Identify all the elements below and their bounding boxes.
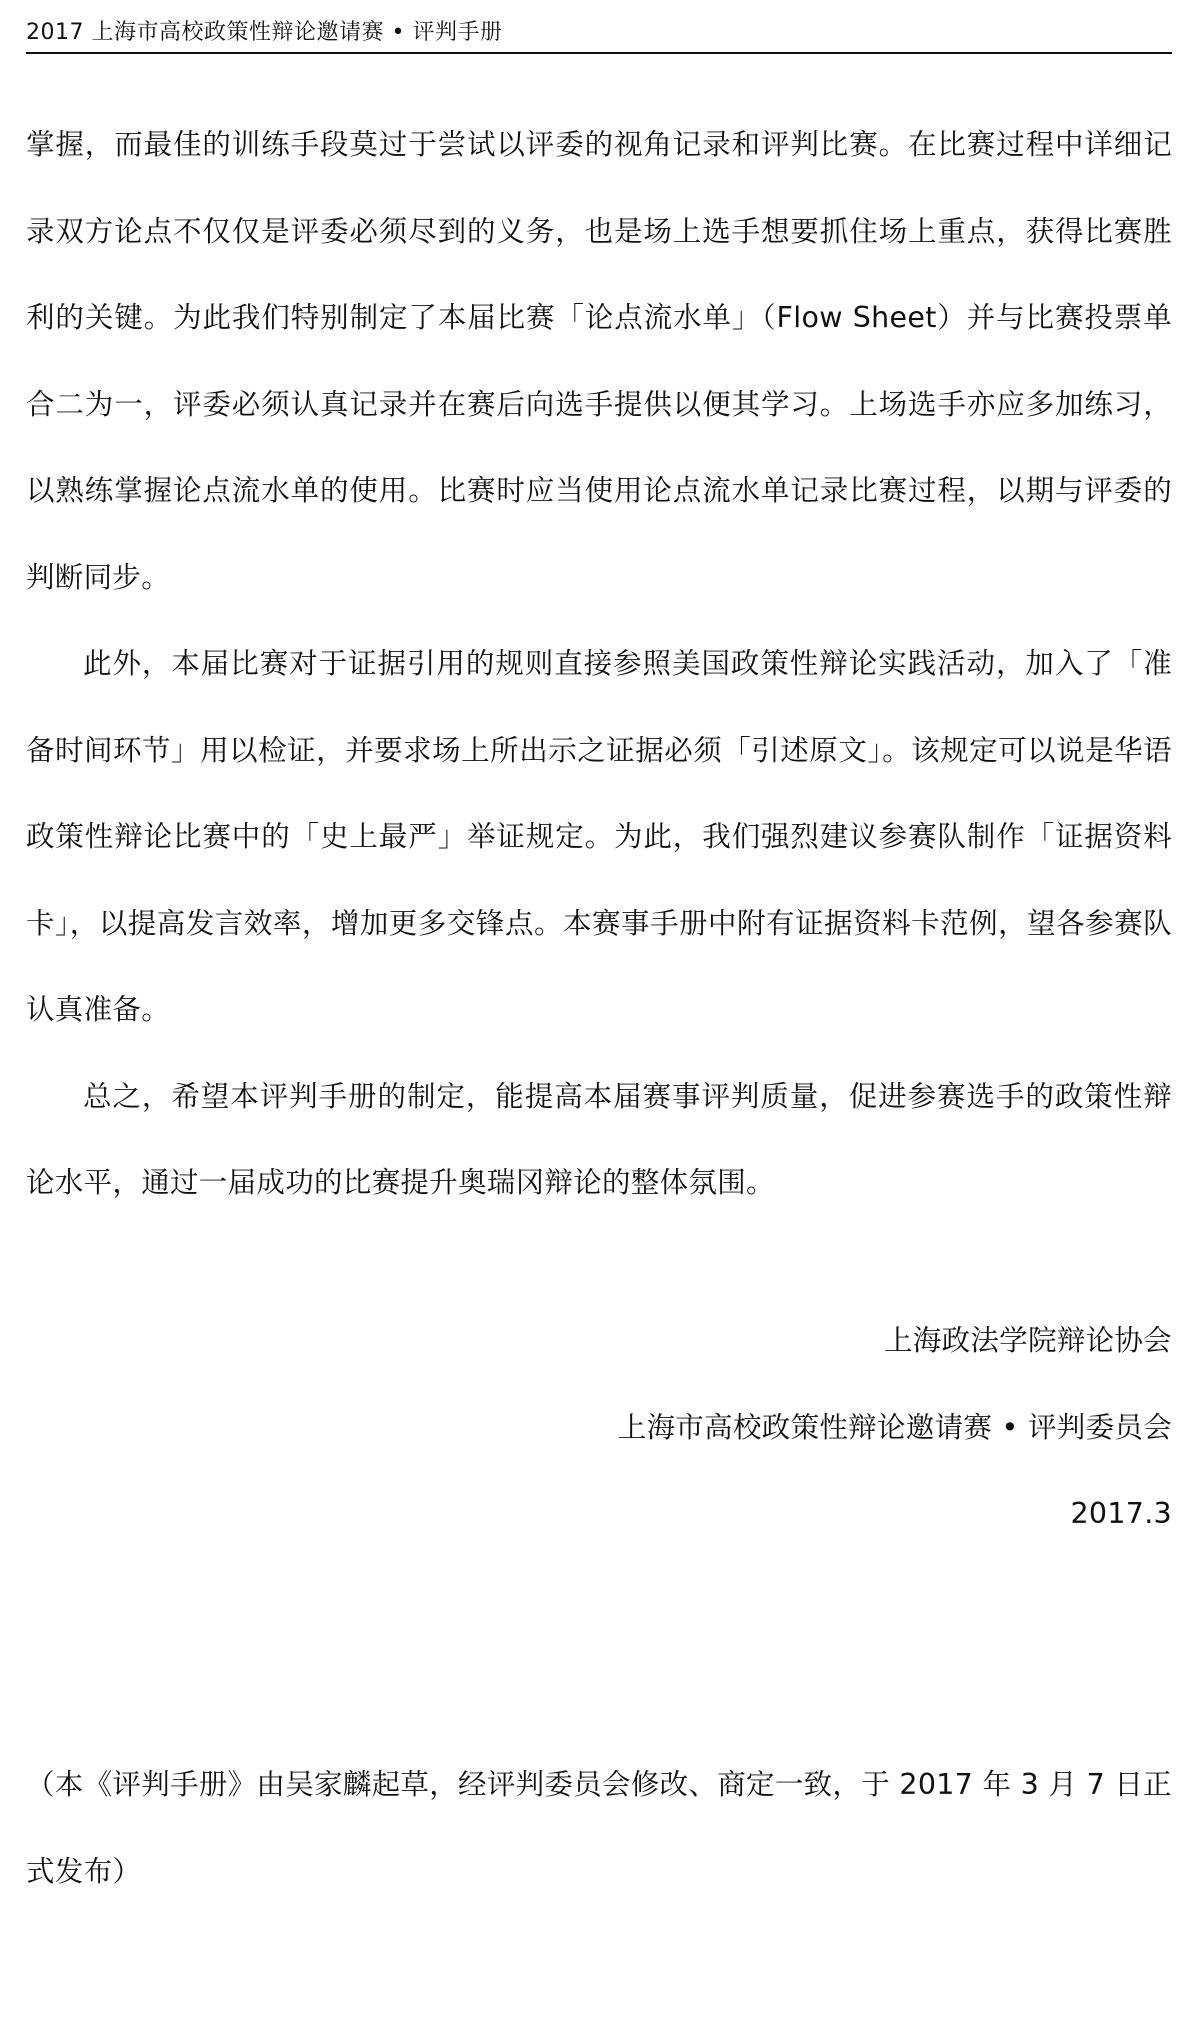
signature-org-judging-committee: 上海市高校政策性辩论邀请赛 • 评判委员会 [617,1410,1172,1444]
body-text [26,102,1172,1227]
publication-note [26,1742,1172,1915]
paragraph-3: 总之，希望本评判手册的制定，能提高本届赛事评判质量，促进参赛选手的政策性辩论水平，通过一届成功的比赛提升奥瑞冈辩论的整体氛围。 [26,1079,1172,1199]
header-title: 2017 上海市高校政策性辩论邀请赛 • 评判手册 [26,20,503,45]
signature-org-debate-association: 上海政法学院辩论协会 [883,1324,1172,1357]
signature-block [618,1298,1172,1558]
page-header [26,10,1172,54]
paragraph-2: 此外，本届比赛对于证据引用的规则直接参照美国政策性辩论实践活动，加入了「准备时间环节」用以检证，并要求场上所出示之证据必须「引述原文」。该规定可以说是华语政策性辩论比赛中的「史上最严」举证规定。为此，我们强烈建议参赛队制作「证据资料卡」，以提高发言效率，增加更多交锋点。本赛事手册中附有证据资料卡范例，望各参赛队认真准备。 [26,647,1172,1026]
signature-date: 2017.3 [1070,1497,1172,1530]
publication-note-text: （本《评判手册》由吴家麟起草，经评判委员会修改、商定一致，于 2017 年 3 月 7 日正式发布） [26,1768,1172,1888]
paragraph-1: 掌握，而最佳的训练手段莫过于尝试以评委的视角记录和评判比赛。在比赛过程中详细记录双方论点不仅仅是评委必须尽到的义务，也是场上选手想要抓住场上重点，获得比赛胜利的关键。为此我们特别制定了本届比赛「论点流水单」（Flow Sheet）并与比赛投票单合二为一，评委必须认真记录并在赛后向选手提供以便其学习。上场选手亦应多加练习，以熟练掌握论点流水单的使用。比赛时应当使用论点流水单记录比赛过程，以期与评委的判断同步。 [26,128,1172,594]
